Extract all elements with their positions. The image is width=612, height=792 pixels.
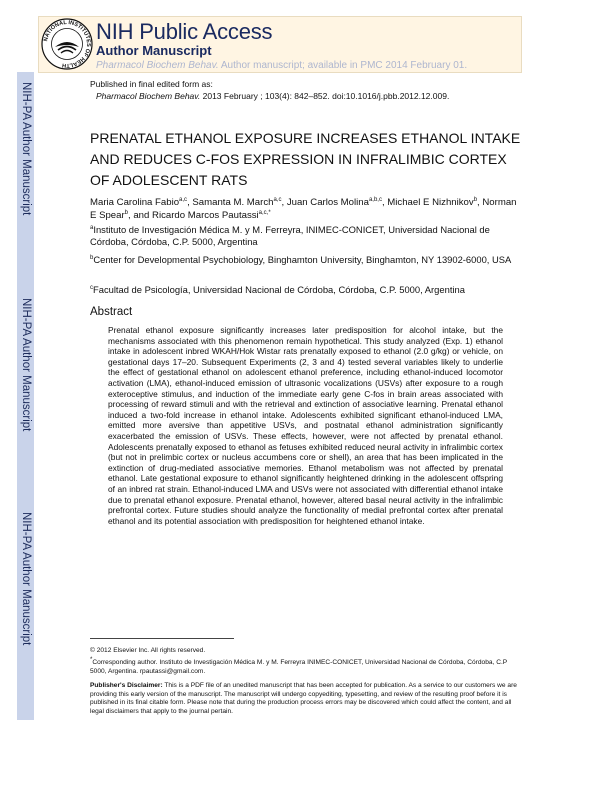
author-list: Maria Carolina Fabio$^{a,c}$, Samanta M. March$^{a,c}$, Juan Carlos Molina$^{a,b,c}$, Michael E Nizhnikov$^b$, Norman E Spear$^b$, and Ricardo Marcos Pautassi$^{a,c,*}$ [90, 196, 517, 221]
logo-ring-text: NATIONAL INSTITUTES OF HEALTH [43, 19, 92, 69]
affiliation-c: $^c$Facultad de Psicología, Universidad Nacional de Córdoba, Córdoba, C.P. 5000, Argentina [90, 284, 465, 295]
author-name: Ricardo Marcos Pautassi [152, 209, 259, 221]
author-affil-mark: b [473, 196, 478, 203]
footnote-divider [90, 638, 234, 639]
article-title: PRENATAL ETHANOL EXPOSURE INCREASES ETHANOL INTAKE AND REDUCES C-FOS EXPRESSION IN INFRALIMBIC CORTEX OF ADOLESCENT RATS [90, 130, 521, 188]
author-affil-mark: a,c [179, 196, 188, 203]
affiliation-b: $^b$Center for Developmental Psychobiology, Binghamton University, Binghamton, NY 13902-6000, USA [90, 254, 512, 265]
author-affil-mark: a,c [273, 196, 282, 203]
nih-public-access-title: NIH Public Access [96, 19, 273, 44]
author-name: Maria Carolina Fabio [90, 197, 180, 208]
nih-seal-logo [40, 17, 94, 71]
author-name: Samanta M. March [192, 197, 274, 208]
author-name: Michael E Nizhnikov [387, 197, 474, 208]
abstract-heading: Abstract [90, 306, 133, 318]
corresponding-author-note: *Corresponding author. Instituto de Investigación Médica M. y M. Ferreyra INIMEC-CONICET, Universidad Nacional de Córdoba, Córdoba, C.P 5000, Argentina. rpautassi@gmail.com. [90, 656, 508, 675]
author-affil-mark: a,c,* [258, 209, 271, 216]
publisher-disclaimer: Publisher's Disclaimer: This is a PDF file of an unedited manuscript that has been accepted for publication. As a service to our customers we are providing this early version of the manuscript. The manuscript will undergo copyediting, typesetting, and review of the resulting proof before it is published in its final citable form. Please note that during the production process errors may be discovered which could affect the content, and all legal disclaimers that apply to the journal pertain. [90, 682, 517, 715]
author-manuscript-label: Author Manuscript [96, 43, 212, 58]
abstract-body: Prenatal ethanol exposure significantly increases later predisposition for alcohol intake, but the mechanisms associated with this phenomenon remain hypothetical. This study analyzed (Exp. 1) ethanol intake in adolescent inbred WKAH/Hok Wistar rats prenatally exposed to ethanol (2.0 g/kg) or vehicle, on gestational days 17–20. Subsequent Experiments (2, 3 and 4) tested several variables likely to underlie the effect of gestational ethanol on adolescent ethanol preference, including ethanol-induced locomotor activation (LMA), ethanol-induced emission of ultrasonic vocalizations (USVs) after exposure to a rough exteroceptive stimulus, and induction of the immediate early gene C-fos in brain areas associated with processing of reward stimuli and with the retrieval and extinction of associative learning. Prenatal ethanol induced a two-fold increase in ethanol intake. Adolescents exhibited significant ethanol-induced LMA, emitted more aversive than appetitive USVs, and postnatal ethanol administration significantly exacerbated the emission of USVs. These effects, however, were not affected by prenatal ethanol. Adolescents prenatally exposed to ethanol as fetuses exhibited reduced neural activity in infralimbic cortex (but not in prelimbic cortex or nucleus accumbens core or shell), an area that has been implicated in the extinction of drug-mediated associative memories. Ethanol metabolism was not affected by prenatal ethanol. Late gestational exposure to ethanol significantly heightened drinking in the adolescent offspring of an inbred rat strain. Ethanol-induced LMA and USVs were not associated with differential ethanol intake due to prenatal ethanol exposure. Prenatal ethanol, however, altered basal neural activity in the infralimbic prefrontal cortex. Future studies should analyze the functionality of medial prefrontal cortex after prenatal ethanol and its potential association with predisposition for heightened ethanol intake. [108, 325, 503, 526]
author-affil-mark: b [124, 209, 129, 216]
published-line: Published in final edited form as: [90, 79, 213, 89]
citation-line: Pharmacol Biochem Behav. 2013 February ; 103(4): 842–852. doi:10.1016/j.pbb.2012.12.009. [96, 91, 450, 101]
affiliation-a: $^a$Instituto de Investigación Médica M. y M. Ferreyra, INIMEC-CONICET, Universidad Nacional de Córdoba, Córdoba, C.P. 5000, Argentina [90, 224, 490, 247]
author-name: Juan Carlos Molina [286, 197, 369, 208]
availability-line: Pharmacol Biochem Behav. Author manuscript; available in PMC 2014 February 01. [96, 60, 468, 71]
author-name: Norman E Spear [90, 197, 517, 221]
author-affil-mark: a,b,c [368, 196, 382, 203]
copyright-note: © 2012 Elsevier Inc. All rights reserved. [90, 647, 206, 654]
